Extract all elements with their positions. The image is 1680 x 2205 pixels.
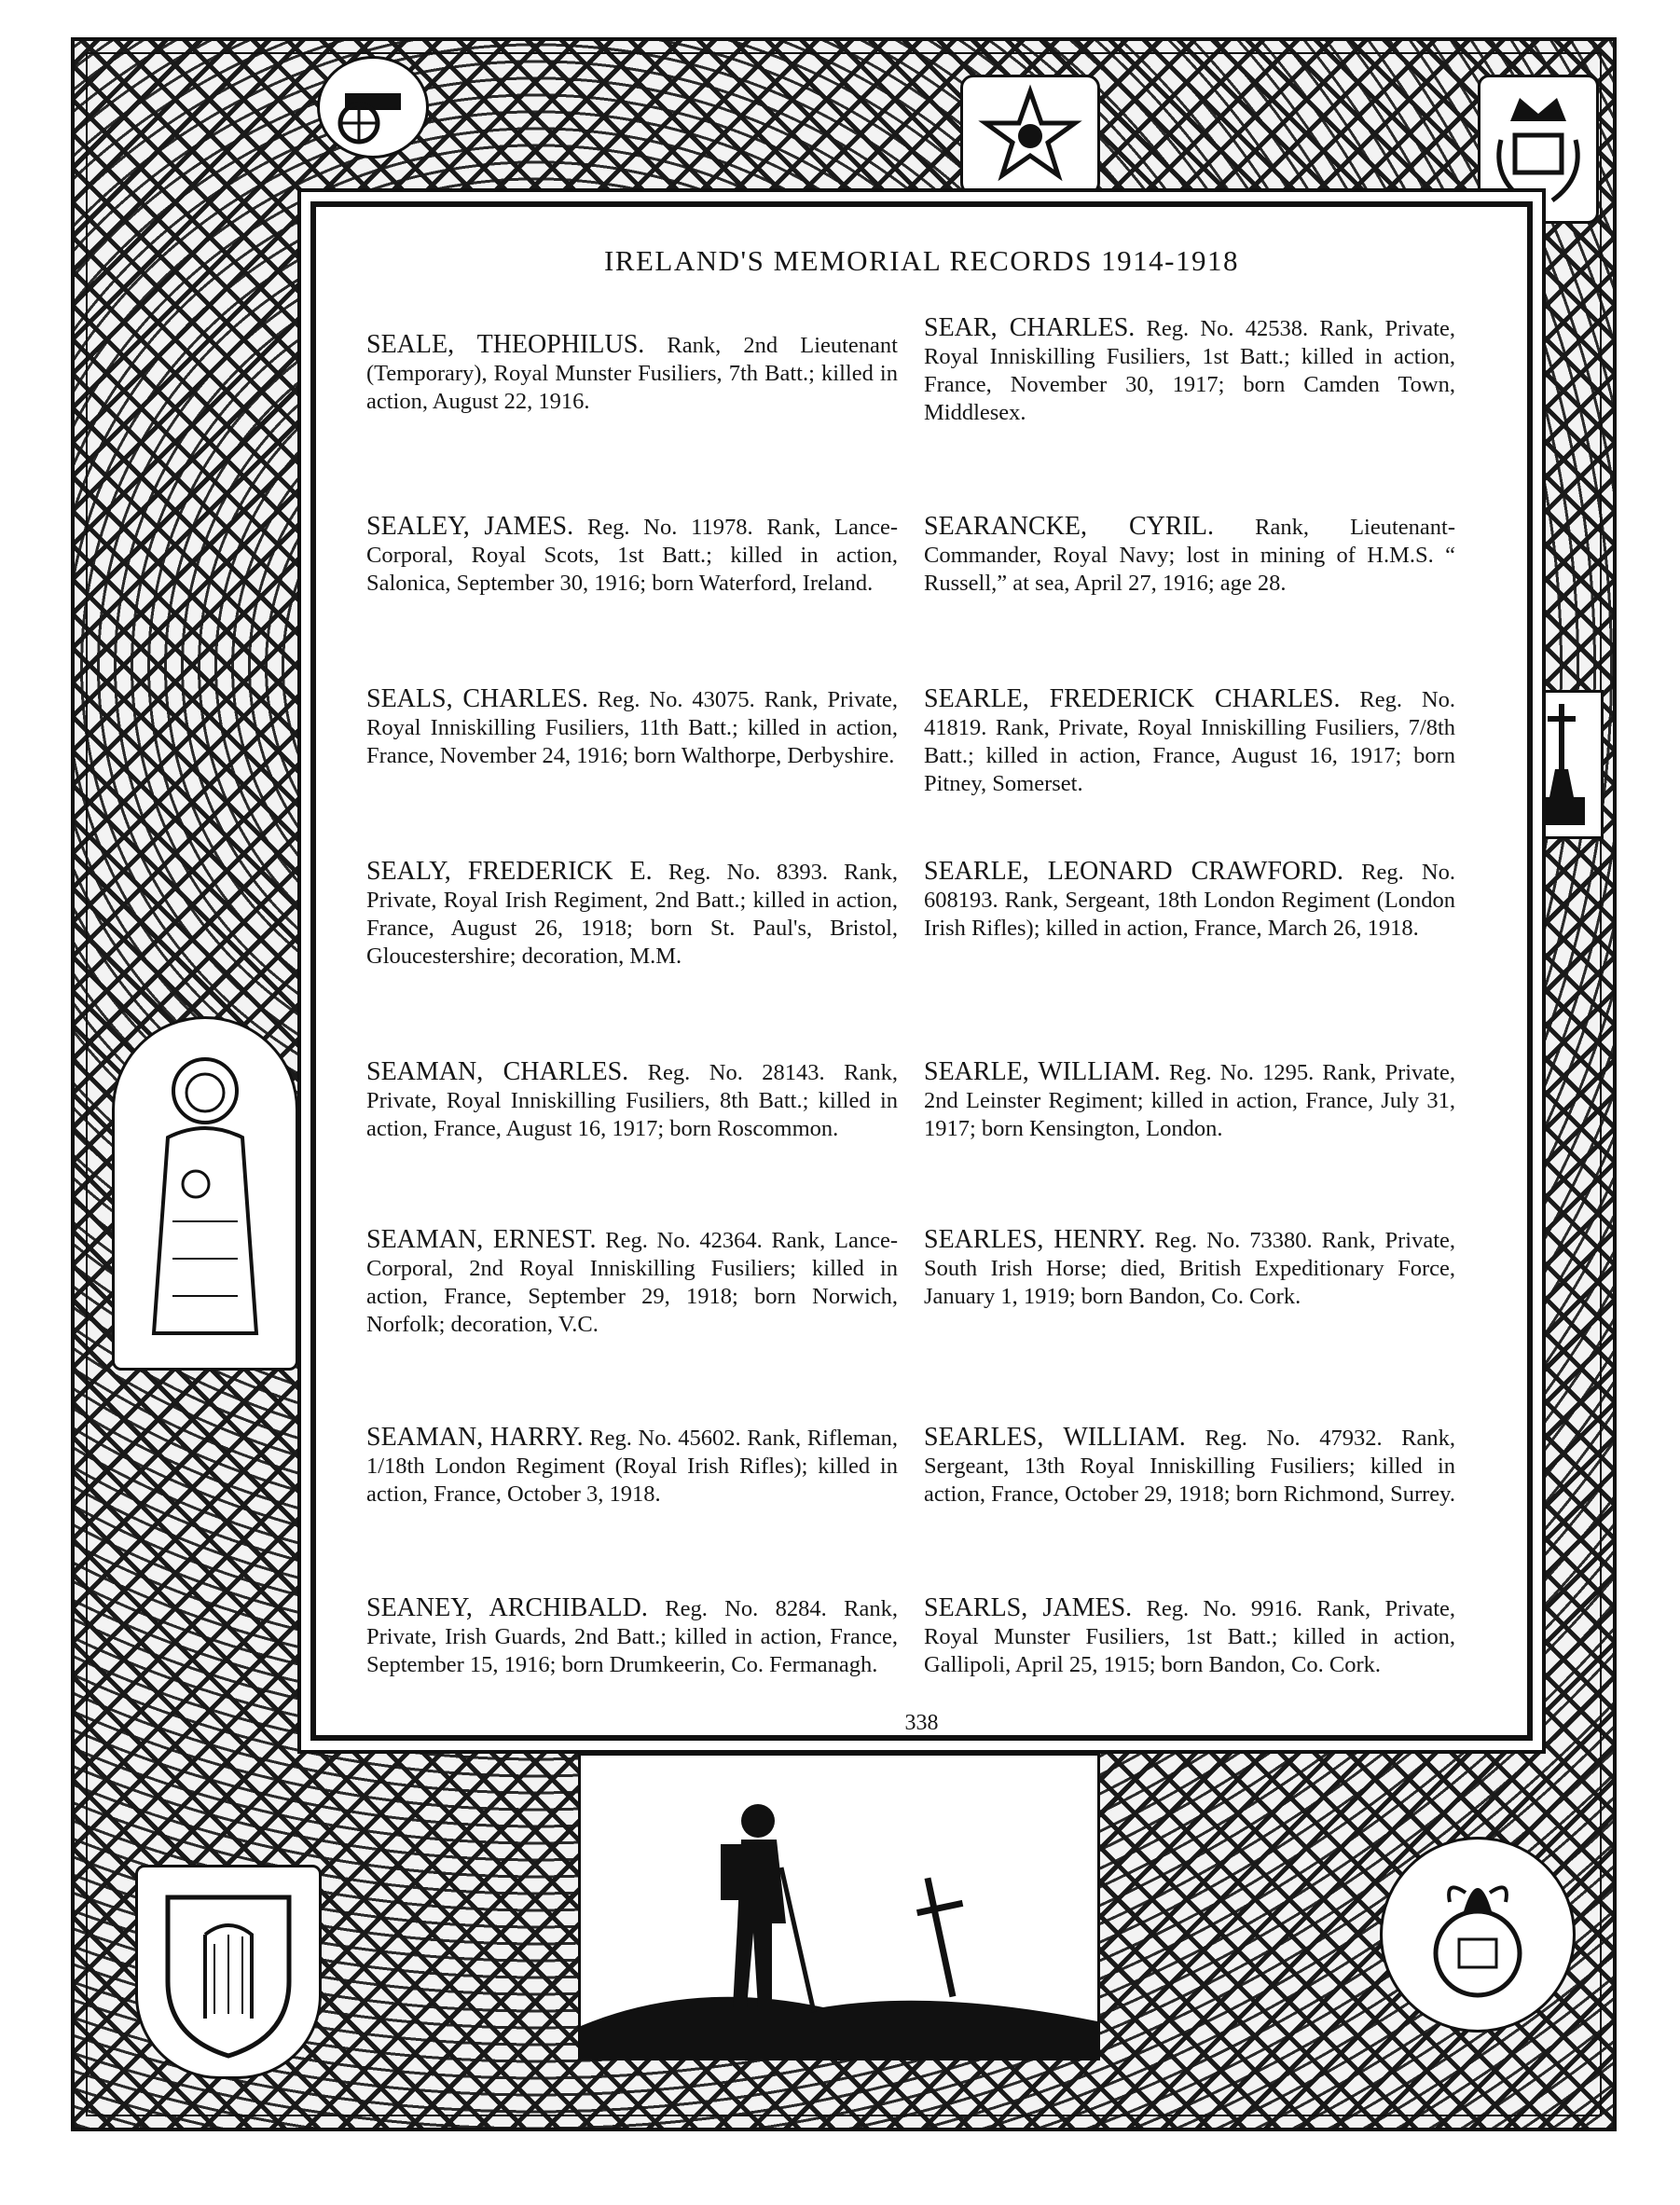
entry-name: SEAR, CHARLES. (924, 313, 1136, 342)
entry-text: Reg. No. 28143. Rank, Private, Royal Inniskilling Fusiliers, 8th Batt.; killed in action, France, August 16, 1917; born Roscommon. (366, 1060, 899, 1141)
entry-name: SEALY, FREDERICK E. (366, 857, 653, 886)
entry-name: SEARLE, WILLIAM. (924, 1057, 1161, 1086)
memorial-entry (924, 1058, 1455, 1143)
entry-text: Reg. No. 73380. Rank, Private, South Irish Horse; died, British Expeditionary Force, January 1, 1919; born Bandon, Co. Cork. (924, 1228, 1455, 1309)
memorial-entry (924, 685, 1455, 798)
order-star-emblem-icon (960, 75, 1100, 196)
entry-text: Rank, Lieutenant-Commander, Royal Navy; lost in mining of H.M.S. “ Russell,” at sea, April 27, 1916; age 28. (924, 515, 1456, 596)
entry-text: Reg. No. 47932. Rank, Sergeant, 13th Royal Inniskilling Fusiliers; killed in action, France, October 29, 1918; born Richmond, Surrey. (924, 1426, 1456, 1507)
entry-name: SEARLES, HENRY. (924, 1225, 1146, 1254)
memorial-entry (924, 513, 1455, 598)
memorial-entry (366, 1226, 898, 1339)
memorial-entry (924, 858, 1455, 943)
entry-text: Reg. No. 11978. Rank, Lance-Corporal, Royal Scots, 1st Batt.; killed in action, Salonica, September 30, 1916; born Waterford, Ireland. (366, 515, 899, 596)
entry-name: SEALE, THEOPHILUS. (366, 330, 645, 359)
entry-text: Reg. No. 8393. Rank, Private, Royal Irish Regiment, 2nd Batt.; killed in action, France, August 26, 1918; born St. Paul's, Bristol, Gloucestershire; decoration, M.M. (366, 860, 899, 969)
entry-text: Reg. No. 45602. Rank, Rifleman, 1/18th London Regiment (Royal Irish Rifles); killed in action, France, October 3, 1918. (366, 1426, 899, 1507)
memorial-entry (924, 1424, 1455, 1509)
memorial-entry (366, 331, 898, 416)
entry-name: SEARLE, FREDERICK CHARLES. (924, 684, 1341, 713)
entry-name: SEARLES, WILLIAM. (924, 1423, 1186, 1452)
memorial-entry (924, 1226, 1455, 1311)
entry-name: SEAMAN, HARRY. (366, 1423, 584, 1452)
entry-name: SEAMAN, ERNEST. (366, 1225, 597, 1254)
entry-name: SEARLE, LEONARD CRAWFORD. (924, 857, 1344, 886)
memorial-entry (366, 1594, 898, 1679)
harp-coat-of-arms-icon (135, 1865, 322, 2079)
entry-text: Reg. No. 42364. Rank, Lance-Corporal, 2nd Royal Inniskilling Fusiliers; killed in action, France, September 29, 1918; born Norwich, Norfolk; decoration, V.C. (366, 1228, 898, 1337)
entry-name: SEARANCKE, CYRIL. (924, 512, 1215, 541)
memorial-entry (366, 685, 898, 770)
madonna-and-child-icon (112, 1016, 298, 1371)
entry-text: Rank, 2nd Lieutenant (Temporary), Royal Munster Fusiliers, 7th Batt.; killed in action, August 22, 1916. (366, 333, 898, 414)
page-number: 338 (904, 1711, 939, 1735)
entry-name: SEARLS, JAMES. (924, 1593, 1133, 1622)
entry-name: SEALS, CHARLES. (366, 684, 588, 713)
soldier-at-grave-silhouette (578, 1753, 1100, 2060)
entry-text: Reg. No. 41819. Rank, Private, Royal Inniskilling Fusiliers, 7/8th Batt.; killed in action, France, August 16, 1917; born Pitney, Somerset. (924, 687, 1455, 796)
memorial-entry (924, 1594, 1455, 1679)
entry-text: Reg. No. 42538. Rank, Private, Royal Inniskilling Fusiliers, 1st Batt.; killed in action, France, November 30, 1917; born Camden Town, Middlesex. (924, 316, 1455, 425)
page-title: IRELAND'S MEMORIAL RECORDS 1914-1918 (603, 244, 1240, 277)
entry-text: Reg. No. 43075. Rank, Private, Royal Inniskilling Fusiliers, 11th Batt.; killed in action, France, November 24, 1916; born Walthorpe, Derbyshire. (366, 687, 898, 768)
memorial-entry (924, 314, 1455, 427)
entry-text: Reg. No. 608193. Rank, Sergeant, 18th London Regiment (London Irish Rifles); killed in action, France, March 26, 1918. (924, 860, 1455, 941)
cannon-emblem-icon (317, 56, 429, 158)
memorial-entry (366, 1058, 898, 1143)
memorial-entry (366, 1424, 898, 1509)
memorial-entry (366, 858, 898, 971)
entry-text: Reg. No. 9916. Rank, Private, Royal Munster Fusiliers, 1st Batt.; killed in action, Gallipoli, April 25, 1915; born Bandon, Co. Cork. (924, 1596, 1456, 1677)
entry-name: SEANEY, ARCHIBALD. (366, 1593, 648, 1622)
entry-name: SEAMAN, CHARLES. (366, 1057, 629, 1086)
text-panel (310, 201, 1533, 1741)
grenade-badge-icon (1380, 1837, 1576, 2033)
entry-text: Reg. No. 1295. Rank, Private, 2nd Leinster Regiment; killed in action, France, July 31, 1917; born Kensington, London. (924, 1060, 1455, 1141)
memorial-entry (366, 513, 898, 598)
entry-text: Reg. No. 8284. Rank, Private, Irish Guards, 2nd Batt.; killed in action, France, September 15, 1916; born Drumkeerin, Co. Fermanagh. (366, 1596, 898, 1677)
entry-name: SEALEY, JAMES. (366, 512, 574, 541)
